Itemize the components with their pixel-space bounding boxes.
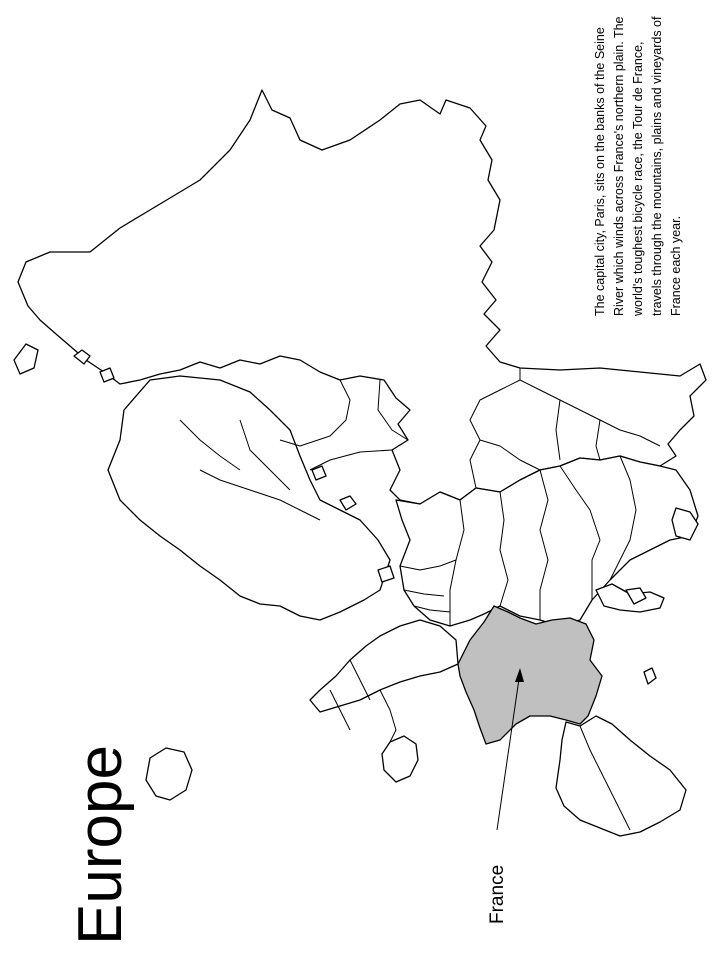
france-country[interactable] <box>458 606 602 744</box>
france-description: The capital city, Paris, sits on the banks of the Seine River which winds across France's northern plain. The world's toughest bicycle race, the Tour de France, travels through the mountains, plains and vineyards of France each year. <box>593 16 683 316</box>
iberia-landmass <box>556 716 686 836</box>
map-title: Europe <box>66 745 135 945</box>
crete-island <box>382 736 418 782</box>
novaya-zemlya-island <box>14 344 38 374</box>
corsica-island <box>644 668 656 684</box>
lake <box>340 496 356 510</box>
france-label: France <box>487 864 508 924</box>
iceland-island <box>146 748 192 800</box>
